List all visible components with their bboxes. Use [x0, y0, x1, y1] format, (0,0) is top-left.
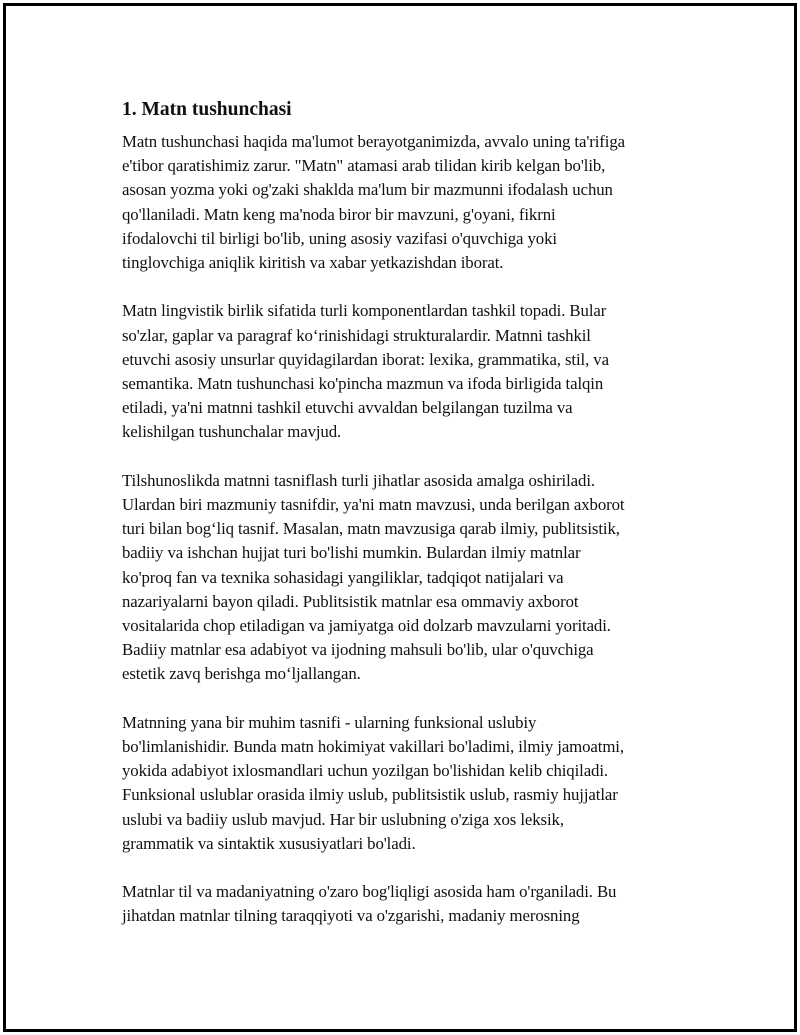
paragraphs-container — [122, 130, 682, 929]
page-frame — [3, 3, 797, 1032]
text-line: vositalarida chop etiladigan va jamiyatga oid dolzarb mavzularni yoritadi. — [122, 616, 611, 636]
paragraph — [122, 469, 682, 687]
text-line: badiiy va ishchan hujjat turi bo'lishi mumkin. Bulardan ilmiy matnlar — [122, 543, 581, 563]
text-line: asosan yozma yoki og'zaki shaklda ma'lum bir mazmunni ifodalash uchun — [122, 180, 613, 200]
text-line: etuvchi asosiy unsurlar quyidagilardan iborat: lexika, grammatika, stil, va — [122, 349, 609, 369]
text-line: tinglovchiga aniqlik kiritish va xabar yetkazishdan iborat. — [122, 253, 504, 273]
text-line: grammatik va sintaktik xususiyatlari bo'ladi. — [122, 833, 416, 853]
text-line: Badiiy matnlar esa adabiyot va ijodning mahsuli bo'lib, ular o'quvchiga — [122, 640, 594, 660]
text-line: yokida adabiyot ixlosmandlari uchun yozilgan bo'lishidan kelib chiqiladi. — [122, 761, 609, 781]
text-line: Matn tushunchasi haqida ma'lumot berayotganimizda, avvalo uning ta'rifiga — [122, 132, 625, 151]
text-line: jihatdan matnlar tilning taraqqiyoti va o'zgarishi, madaniy merosning — [122, 906, 580, 926]
text-line: turi bilan bog‘liq tasnif. Masalan, matn mavzusiga qarab ilmiy, publitsistik, — [122, 519, 620, 539]
text-line: bo'limlanishidir. Bunda matn hokimiyat vakillari bo'ladimi, ilmiy jamoatmi, — [122, 737, 624, 757]
text-line: Matnning yana bir muhim tasnifi - ularning funksional uslubiy — [122, 712, 537, 732]
text-line: Matn lingvistik birlik sifatida turli komponentlardan tashkil topadi. Bular — [122, 301, 607, 321]
document-content — [122, 94, 682, 953]
text-line: nazariyalarni bayon qiladi. Publitsistik matnlar esa ommaviy axborot — [122, 591, 579, 611]
text-line: ko'proq fan va texnika sohasidagi yangiliklar, tadqiqot natijalari va — [122, 567, 564, 587]
text-line: etiladi, ya'ni matnni tashkil etuvchi avvaldan belgilangan tuzilma va — [122, 398, 573, 418]
text-line: Ulardan biri mazmuniy tasnifdir, ya'ni matn mavzusi, unda berilgan axborot — [122, 495, 625, 515]
paragraph — [122, 299, 682, 444]
text-line: Matnlar til va madaniyatning o'zaro bog'liqligi asosida ham o'rganiladi. Bu — [122, 882, 617, 902]
section-heading: 1. Matn tushunchasi — [122, 99, 292, 120]
text-line: kelishilgan tushunchalar mavjud. — [122, 422, 342, 442]
text-line: qo'llaniladi. Matn keng ma'noda biror bir mavzuni, g'oyani, fikrni — [122, 204, 556, 224]
text-line: e'tibor qaratishimiz zarur. "Matn" atamasi arab tilidan kirib kelgan bo'lib, — [122, 156, 606, 176]
text-line: semantika. Matn tushunchasi ko'pincha mazmun va ifoda birligida talqin — [122, 374, 604, 394]
text-line: uslubi va badiiy uslub mavjud. Har bir uslubning o'ziga xos leksik, — [122, 809, 564, 829]
text-line: Funksional uslublar orasida ilmiy uslub, publitsistik uslub, rasmiy hujjatlar — [122, 785, 618, 805]
text-line: ifodalovchi til birligi bo'lib, uning asosiy vazifasi o'quvchiga yoki — [122, 228, 557, 248]
text-line: Tilshunoslikda matnni tasniflash turli jihatlar asosida amalga oshiriladi. — [122, 470, 595, 490]
text-line: estetik zavq berishga mo‘ljallangan. — [122, 664, 361, 684]
paragraph — [122, 711, 682, 856]
text-line: so'zlar, gaplar va paragraf ko‘rinishidagi strukturalardir. Matnni tashkil — [122, 325, 591, 345]
paragraph — [122, 880, 682, 928]
paragraph — [122, 130, 682, 275]
